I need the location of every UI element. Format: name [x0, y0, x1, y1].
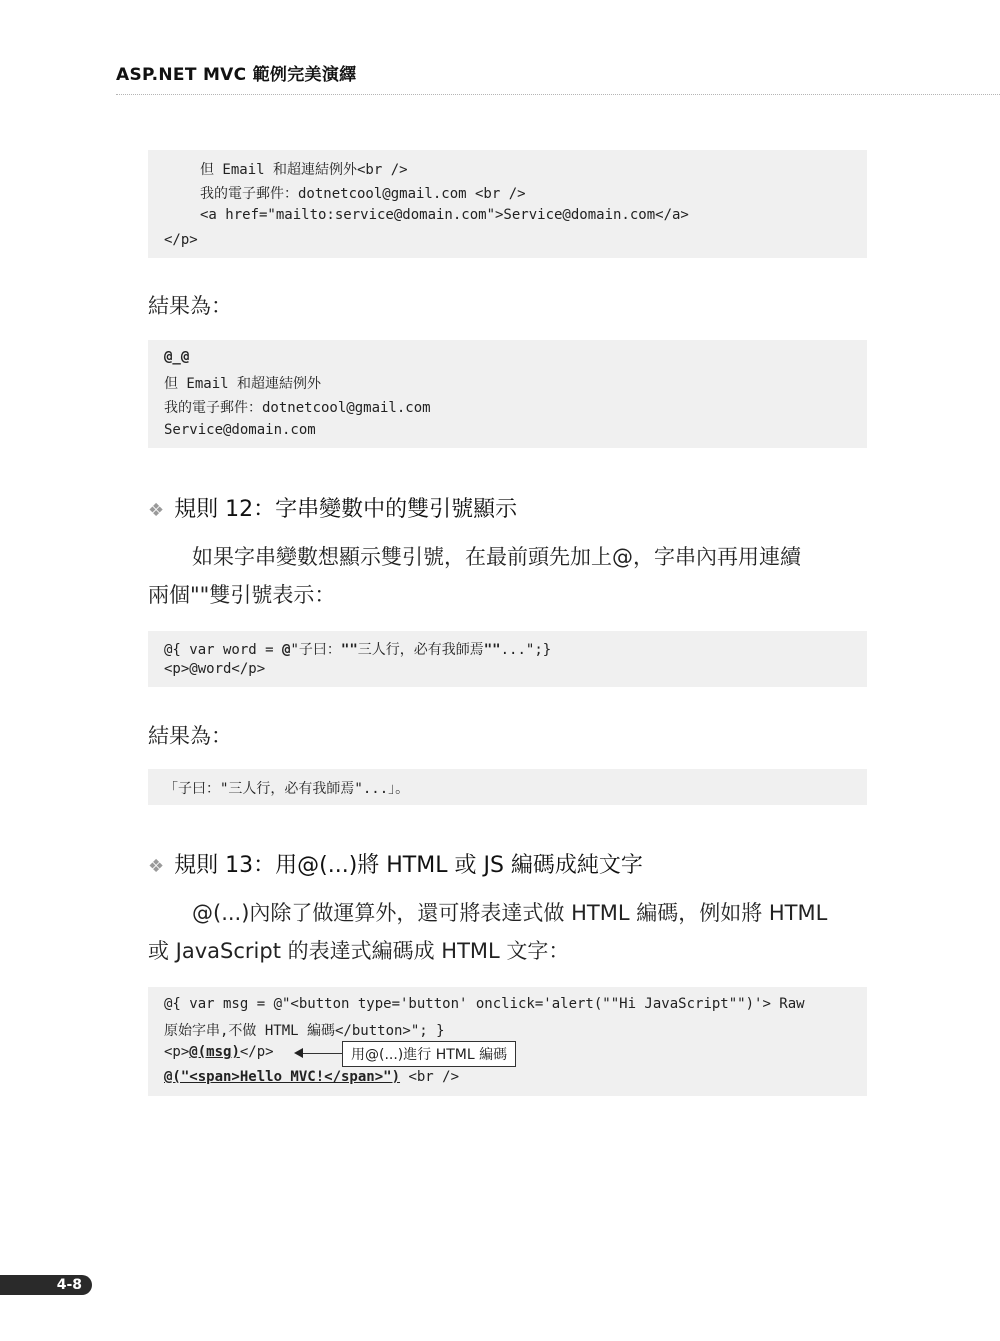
running-header-title: ASP.NET MVC 範例完美演繹: [116, 65, 357, 85]
rule13-paragraph: [148, 894, 867, 970]
header-divider: [116, 94, 1000, 95]
code-line: <p>@word</p>: [164, 661, 266, 677]
rule13-heading: [148, 848, 643, 879]
code-highlight: @("<span>Hello MVC!</span>"): [164, 1069, 401, 1085]
output-line: 「子曰："三人行，必有我師焉"...」。: [164, 781, 410, 797]
code-line: <a href="mailto:service@domain.com">Service@domain.com</a>: [200, 207, 689, 223]
code-line: </p>: [164, 232, 198, 248]
output-line: @_@: [164, 349, 190, 365]
callout-box: 用@(...)進行 HTML 編碼: [342, 1041, 516, 1067]
code-block-1: [148, 150, 867, 258]
code-line: [164, 639, 551, 659]
rule12-result-label: 結果為：: [148, 724, 232, 748]
page-number-badge: 4-8: [0, 1275, 92, 1295]
code-line: [164, 1069, 459, 1085]
code-bold: @: [282, 642, 291, 658]
code-bold: "": [340, 642, 358, 658]
code-text: <p>: [164, 1044, 190, 1060]
code-text: 三人行，必有我師焉: [357, 642, 484, 658]
rule12-heading-text: 規則 12：字串變數中的雙引號顯示: [174, 497, 518, 522]
code-line: @{ var msg = @"<button type='button' onclick='alert(""Hi JavaScript"")'> Raw: [164, 996, 805, 1012]
code-line: 我的電子郵件：dotnetcool@gmail.com <br />: [200, 186, 526, 202]
output-line: 我的電子郵件：dotnetcool@gmail.com: [164, 400, 431, 416]
code-text: <br />: [400, 1069, 460, 1085]
rule12-output-block: [148, 769, 867, 805]
result-label-1: 結果為：: [148, 294, 232, 318]
diamond-bullet-icon: ❖: [148, 856, 165, 877]
rule12-paragraph: [148, 538, 867, 614]
output-block-1: [148, 340, 867, 448]
rule12-code-block: [148, 631, 867, 687]
code-text: ...";}: [500, 642, 552, 658]
rule12-heading: [148, 492, 517, 523]
code-text: </p>: [239, 1044, 274, 1060]
paragraph-line: 如果字串變數想顯示雙引號，在最前頭先加上@，字串內再用連續: [192, 545, 801, 569]
code-line: 原始字串,不做 HTML 編碼</button>"; }: [164, 1023, 445, 1039]
paragraph-line: 兩個""雙引號表示：: [148, 583, 336, 607]
diamond-bullet-icon: ❖: [148, 500, 165, 521]
code-bold: "": [483, 642, 501, 658]
code-line: 但 Email 和超連結例外<br />: [200, 162, 408, 178]
paragraph-line: 或 JavaScript 的表達式編碼成 HTML 文字：: [148, 939, 570, 963]
arrow-left-icon: [294, 1048, 303, 1058]
output-line: 但 Email 和超連結例外: [164, 376, 322, 392]
code-text: @{ var word =: [164, 642, 283, 658]
callout-connector: [300, 1053, 342, 1054]
paragraph-line: @(...)內除了做運算外，還可將表達式做 HTML 編碼，例如將 HTML: [192, 901, 828, 925]
code-line: [164, 1044, 274, 1060]
output-line: Service@domain.com: [164, 422, 316, 438]
rule13-heading-text: 規則 13：用@(...)將 HTML 或 JS 編碼成純文字: [174, 853, 643, 878]
code-highlight: @(msg): [189, 1044, 240, 1060]
code-text: "子曰：: [290, 642, 341, 658]
